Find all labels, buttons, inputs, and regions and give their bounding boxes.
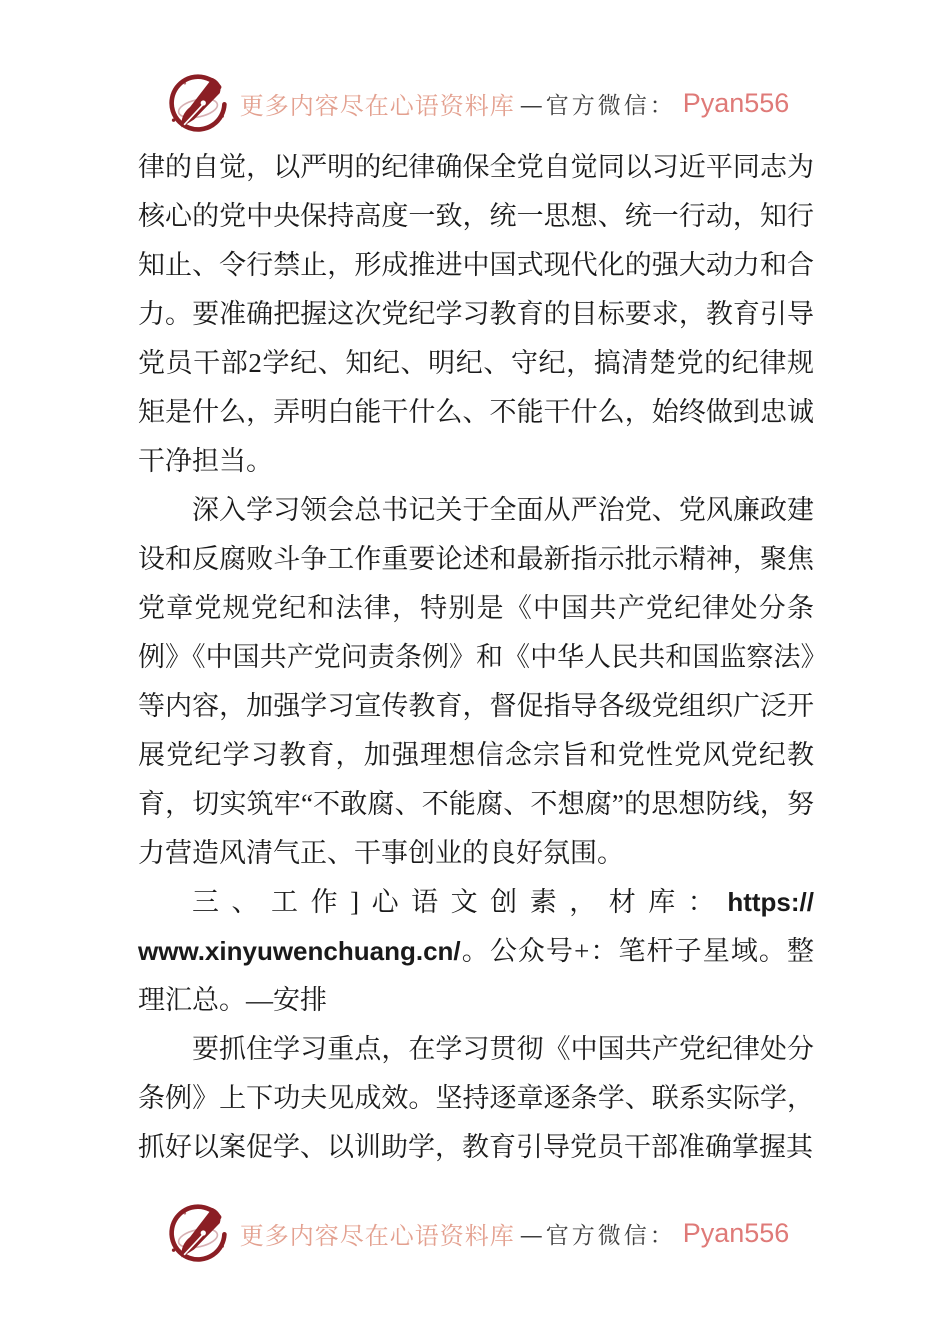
url-host-text: www.xinyuwenchuang.cn/ — [138, 936, 461, 966]
paragraph-4: 要抓住学习重点，在学习贯彻《中国共产党纪律处分条例》上下功夫见成效。坚持逐章逐条学、联系实际学，抓好以案促学、以训助学，教育引导党员干部准确掌握其 — [138, 1034, 814, 1162]
pen-nib-stamp-icon — [161, 70, 235, 136]
wechat-label — [520, 87, 676, 120]
header-watermark — [0, 70, 950, 136]
paragraph-3 — [138, 878, 814, 1025]
paragraph-3-lead-text: 三、工作]心语文创素，材库： — [192, 887, 728, 917]
paragraph-1: 律的自觉，以严明的纪律确保全党自觉同以习近平同志为核心的党中央保持高度一致，统一思想、统一行动，知行知止、令行禁止，形成推进中国式现代化的强大动力和合力。要准确把握这次党纪学习教育的目标要求，教育引导党员干部2学纪、知纪、明纪、守纪，搞清楚党的纪律规矩是什么，弄明白能干什么、不能干什么，始终做到忠诚干净担当。 — [138, 152, 814, 476]
url-scheme-text: https:// — [727, 887, 814, 917]
pen-nib-stamp-icon — [161, 1200, 235, 1266]
separator-dash: — — [519, 92, 546, 119]
wechat-label-text: 官方微信： — [545, 1222, 676, 1249]
wechat-id: Pyan556 — [682, 1217, 790, 1248]
footer-watermark — [0, 1200, 950, 1266]
wechat-id: Pyan556 — [682, 87, 790, 118]
brand-text: 更多内容尽在心语资料库 — [239, 1223, 515, 1250]
wechat-label — [520, 1217, 676, 1250]
paragraph-3-tail-text: 。公众号+：笔杆子星域。整理汇总。—安排 — [138, 936, 814, 1015]
document-body — [138, 143, 814, 1172]
separator-dash: — — [519, 1222, 546, 1249]
brand-text: 更多内容尽在心语资料库 — [239, 93, 515, 120]
paragraph-2: 深入学习领会总书记关于全面从严治党、党风廉政建设和反腐败斗争工作重要论述和最新指示批示精神，聚焦党章党规党纪和法律，特别是《中国共产党纪律处分条例》《中国共产党问责条例》和《中华人民共和国监察法》等内容，加强学习宣传教育，督促指导各级党组织广泛开展党纪学习教育，加强理想信念宗旨和党性党风党纪教育，切实筑牢“不敢腐、不能腐、不想腐”的思想防线，努力营造风清气正、干事创业的良好氛围。 — [138, 495, 814, 868]
wechat-label-text: 官方微信： — [545, 92, 676, 119]
